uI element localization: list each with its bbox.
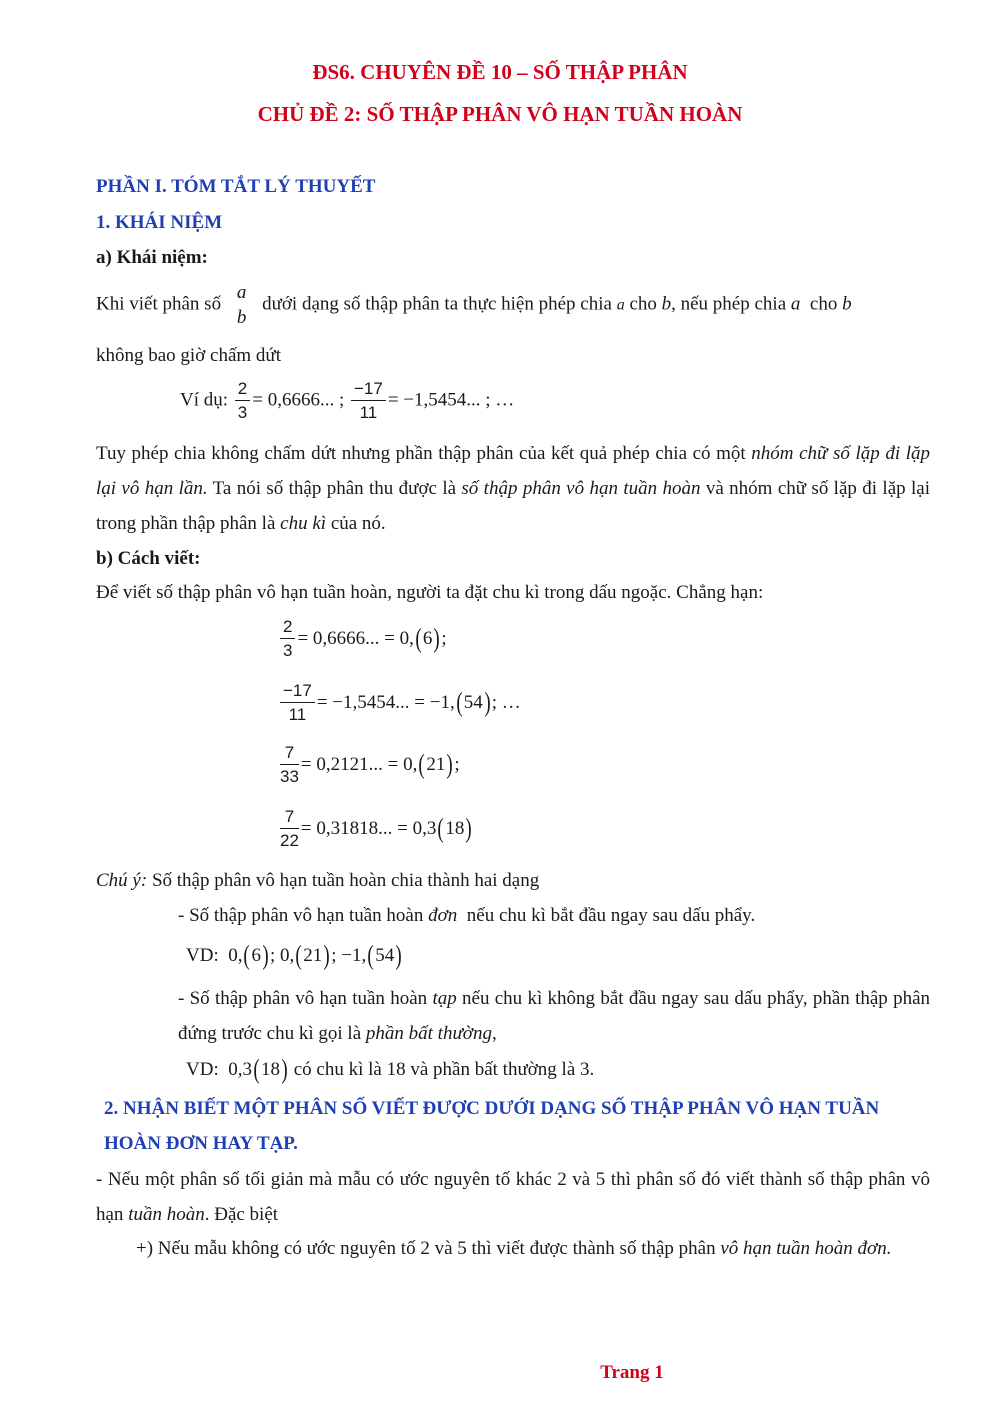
explanation-paragraph <box>96 436 930 541</box>
italic-text: nhóm chữ số lặp đi lặp lại vô hạn lần. <box>96 443 930 499</box>
italic-text: phần bất thường <box>365 1023 492 1044</box>
equation-4 <box>278 808 473 849</box>
period: 21 <box>303 945 323 966</box>
note-item-1 <box>178 905 755 927</box>
text: có chu kì là 18 và phần bất thường là 3. <box>293 1059 595 1080</box>
variable-a: a <box>616 296 625 314</box>
period: 6 <box>422 628 433 649</box>
fraction-numerator: −17 <box>351 380 386 401</box>
value-text: 0, <box>228 945 243 966</box>
fraction-denominator: 3 <box>237 403 248 422</box>
variable-b: b <box>842 293 852 315</box>
section-heading-2-line2: HOÀN ĐƠN HAY TẠP. <box>104 1133 298 1154</box>
fraction-denominator: 33 <box>280 767 299 786</box>
fraction-numerator: −17 <box>280 682 315 703</box>
text: - Nếu một phân số tối giản mà mẫu có ước nguyên tố khác 2 và 5 thì phân số đó viết thành số thập phân vô hạn <box>96 1169 930 1225</box>
italic-text: vô hạn tuần hoàn đơn. <box>720 1238 892 1259</box>
fraction-numerator: 2 <box>235 380 250 401</box>
equation-3 <box>278 744 460 785</box>
separator: ; … <box>491 692 521 713</box>
italic-text: tuần hoàn <box>128 1204 205 1225</box>
text: - Số thập phân vô hạn tuần hoàn <box>178 988 428 1009</box>
fraction-numerator: 7 <box>280 744 299 765</box>
example-label: VD: <box>186 1059 219 1080</box>
text: Số thập phân vô hạn tuần hoàn chia thành hai dạng <box>151 870 540 891</box>
text: . Đặc biệt <box>204 1204 279 1225</box>
definition-line-1 <box>96 283 852 327</box>
rule-special-case <box>96 1231 930 1266</box>
equation-value: = −1,5454... = −1,(54); … <box>316 687 521 717</box>
equation-value: = −1,5454... ; … <box>387 389 515 411</box>
writing-intro: Để viết số thập phân vô hạn tuần hoàn, người ta đặt chu kì trong dấu ngoặc. Chẳng hạn: <box>96 582 764 603</box>
value-text: ; −1, <box>331 945 367 966</box>
text: nếu chu kì không bắt đầu ngay sau dấu phẩy, phần thập phân đứng trước chu kì gọi là <box>178 988 931 1044</box>
fraction-denominator: 22 <box>280 831 299 850</box>
fraction <box>280 682 315 723</box>
page-number: Trang 1 <box>600 1362 664 1383</box>
text: Ta nói số thập phân thu được là <box>212 478 457 499</box>
text: , <box>491 1023 497 1044</box>
equation-value: = 0,6666... = 0,(6); <box>297 623 447 653</box>
value-text: = 0,6666... = 0, <box>297 628 414 649</box>
fraction <box>280 744 299 785</box>
equation-1 <box>278 618 447 659</box>
text: và nhóm chữ số lặp đi lặp lại trong phần thập phân là <box>96 478 930 534</box>
text: của nó. <box>330 513 386 534</box>
document-subtitle: CHỦ ĐỀ 2: SỐ THẬP PHÂN VÔ HẠN TUẦN HOÀN <box>257 102 743 126</box>
italic-text: chu kì <box>280 513 327 534</box>
fraction-denominator: 11 <box>288 705 307 724</box>
fraction-denominator: 11 <box>359 403 378 422</box>
italic-text: tạp <box>432 988 457 1009</box>
note-label: Chú ý: <box>96 870 148 891</box>
value-text: = 0,2121... = 0, <box>300 754 418 775</box>
fraction <box>235 380 250 421</box>
period: 6 <box>251 945 261 966</box>
variable-a: a <box>790 293 801 315</box>
note-line <box>96 870 539 892</box>
fraction <box>280 808 299 849</box>
period: 21 <box>426 754 446 775</box>
period: 18 <box>260 1059 280 1080</box>
subheading-a: a) Khái niệm: <box>96 247 208 268</box>
example-label: Ví dụ: <box>180 389 229 411</box>
equation-2 <box>278 682 521 723</box>
example-label: VD: <box>186 945 219 966</box>
italic-text: đơn <box>428 905 458 926</box>
fraction-a-over-b <box>234 283 250 327</box>
section-heading-2-line1: 2. NHẬN BIẾT MỘT PHÂN SỐ VIẾT ĐƯỢC DƯỚI DẠNG SỐ THẬP PHÂN VÔ HẠN TUẦN <box>104 1098 880 1119</box>
text: cho <box>629 293 657 315</box>
text: +) Nếu mẫu không có ước nguyên tố 2 và 5 thì viết được thành số thập phân <box>136 1238 716 1259</box>
italic-text: số thập phân vô hạn tuần hoàn <box>461 478 701 499</box>
equation-value: = 0,2121... = 0,(21); <box>300 749 460 779</box>
part-heading: PHẦN I. TÓM TẮT LÝ THUYẾT <box>96 176 376 197</box>
note-item-2 <box>178 981 930 1051</box>
fraction <box>280 618 295 659</box>
value-text: = 0,31818... = 0,3 <box>300 818 437 839</box>
fraction-numerator: 7 <box>280 808 299 829</box>
fraction-denominator: b <box>236 307 247 328</box>
period: 18 <box>445 818 465 839</box>
fraction-numerator: 2 <box>280 618 295 639</box>
example-2: VD: 0,3(18) có chu kì là 18 và phần bất thường là 3. <box>186 1054 595 1084</box>
text: cho <box>809 293 838 315</box>
subheading-b: b) Cách viết: <box>96 548 201 569</box>
fraction <box>351 380 386 421</box>
example-line <box>180 380 514 421</box>
section-heading-1: 1. KHÁI NIỆM <box>96 212 223 233</box>
example-1: VD: 0,(6); 0,(21); −1,(54) <box>186 940 402 970</box>
text: - Số thập phân vô hạn tuần hoàn <box>178 905 424 926</box>
period: 54 <box>375 945 395 966</box>
value-text: 0,3 <box>228 1059 252 1080</box>
period: 54 <box>463 692 483 713</box>
value-text: = −1,5454... = −1, <box>316 692 455 713</box>
text: , nếu phép chia <box>671 293 787 315</box>
fraction-denominator: 3 <box>283 641 293 660</box>
document-title: ĐS6. CHUYÊN ĐỀ 10 – SỐ THẬP PHÂN <box>312 60 688 84</box>
equation-value: = 0,31818... = 0,3(18) <box>300 813 473 843</box>
rule-paragraph <box>96 1162 930 1232</box>
text: nếu chu kì bắt đầu ngay sau dấu phẩy. <box>466 905 756 926</box>
separator: ; <box>441 628 447 649</box>
text: Khi viết phân số <box>96 293 222 315</box>
variable-b: b <box>661 293 672 315</box>
text: Tuy phép chia không chấm dứt nhưng phần thập phân của kết quả phép chia có một <box>96 443 746 464</box>
text: dưới dạng số thập phân ta thực hiện phép chia <box>262 293 612 315</box>
definition-line-2: không bao giờ chấm dứt <box>96 345 281 366</box>
separator: ; <box>454 754 460 775</box>
fraction-numerator: a <box>236 282 247 303</box>
value-text: ; 0, <box>269 945 295 966</box>
equation-value: = 0,6666... ; <box>252 389 345 411</box>
